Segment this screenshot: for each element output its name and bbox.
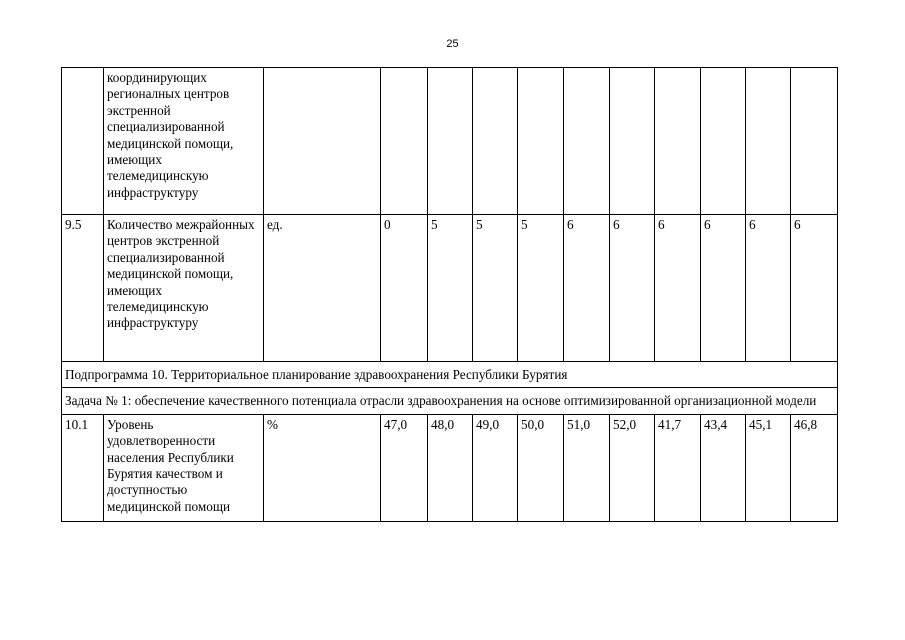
task-title: Задача № 1: обеспечение качественного потенциала отрасли здравоохранения на основе оптимизированной организационной модели (62, 388, 838, 414)
value-cell (655, 68, 701, 215)
value-cell: 0 (381, 215, 428, 362)
value-cell (564, 68, 610, 215)
row-number: 9.5 (62, 215, 104, 362)
indicator-name: Количество межрайонных центров экстренной специализированной медицинской помощи, имеющих телемедицинскую инфраструктуру (104, 215, 264, 362)
value-cell (746, 68, 791, 215)
indicators-table (61, 67, 838, 522)
value-cell: 6 (655, 215, 701, 362)
value-cell: 6 (610, 215, 655, 362)
value-cell: 52,0 (610, 414, 655, 521)
value-cell: 5 (473, 215, 518, 362)
value-cell: 50,0 (518, 414, 564, 521)
unit-cell: % (264, 414, 381, 521)
indicator-name: координирующих регионалных центров экстренной специализированной медицинской помощи, имеющих телемедицинскую инфраструктуру (104, 68, 264, 215)
value-cell: 41,7 (655, 414, 701, 521)
value-cell: 6 (746, 215, 791, 362)
table-row (62, 68, 838, 215)
subprogram-title: Подпрограмма 10. Территориальное планирование здравоохранения Республики Бурятия (62, 362, 838, 388)
value-cell (791, 68, 838, 215)
table-row (62, 414, 838, 521)
value-cell: 49,0 (473, 414, 518, 521)
value-cell: 5 (428, 215, 473, 362)
section-row (62, 362, 838, 388)
value-cell: 6 (564, 215, 610, 362)
value-cell: 43,4 (701, 414, 746, 521)
value-cell (381, 68, 428, 215)
value-cell: 6 (701, 215, 746, 362)
table-row (62, 215, 838, 362)
indicator-name: Уровень удовлетворенности населения Республики Бурятия качеством и доступностью медицинской помощи (104, 414, 264, 521)
value-cell (473, 68, 518, 215)
value-cell (518, 68, 564, 215)
unit-cell (264, 68, 381, 215)
page-number: 25 (446, 38, 459, 50)
value-cell (610, 68, 655, 215)
value-cell: 47,0 (381, 414, 428, 521)
value-cell: 6 (791, 215, 838, 362)
value-cell: 48,0 (428, 414, 473, 521)
value-cell: 45,1 (746, 414, 791, 521)
value-cell: 5 (518, 215, 564, 362)
value-cell: 51,0 (564, 414, 610, 521)
value-cell (701, 68, 746, 215)
value-cell: 46,8 (791, 414, 838, 521)
section-row (62, 388, 838, 414)
row-number (62, 68, 104, 215)
row-number: 10.1 (62, 414, 104, 521)
unit-cell: ед. (264, 215, 381, 362)
value-cell (428, 68, 473, 215)
